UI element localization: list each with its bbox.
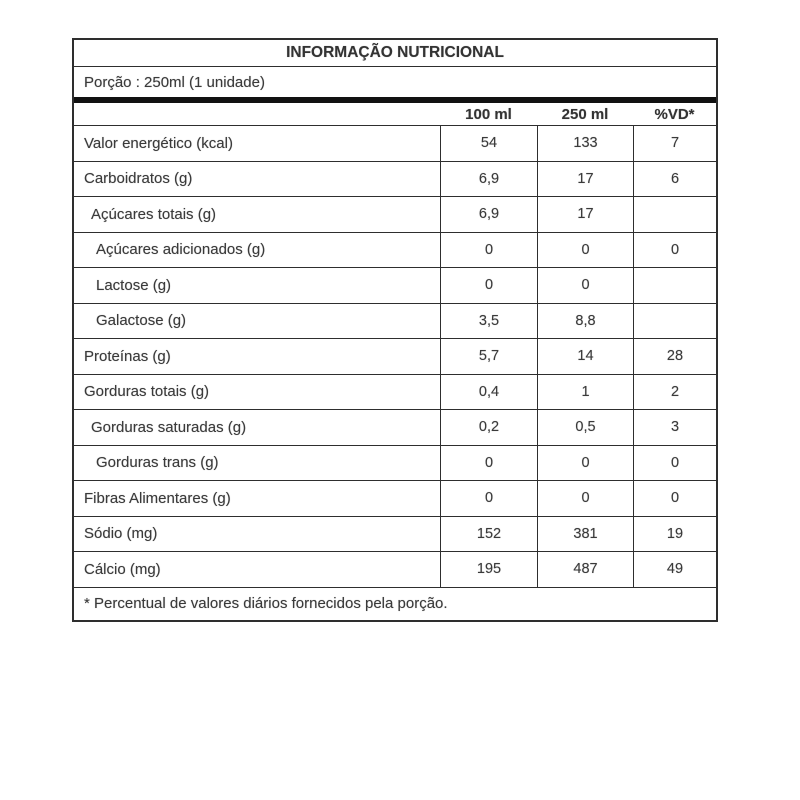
portion-text: Porção : 250ml (1 unidade)	[84, 73, 265, 91]
value-250ml: 17	[537, 197, 633, 232]
nutrient-label: Açúcares totais (g)	[91, 205, 217, 223]
value-100ml: 6,9	[440, 162, 537, 197]
value-vd: 2	[633, 375, 716, 410]
nutrient-label: Carboidratos (g)	[84, 170, 193, 188]
table-row	[74, 339, 716, 375]
value-100ml: 0,2	[440, 410, 537, 445]
value-vd: 0	[633, 481, 716, 516]
header-250ml: 250 ml	[561, 105, 609, 123]
value-100ml: 0,4	[440, 375, 537, 410]
value-vd: 49	[633, 552, 716, 587]
value-100ml: 0	[440, 233, 537, 268]
nutrient-label: Fibras Alimentares (g)	[84, 489, 231, 507]
table-row	[74, 552, 716, 588]
value-250ml: 487	[537, 552, 633, 587]
table-row	[74, 233, 716, 269]
nutrition-table	[72, 38, 718, 622]
value-vd	[633, 304, 716, 339]
column-header-row	[74, 103, 716, 126]
value-250ml: 17	[537, 162, 633, 197]
value-250ml: 8,8	[537, 304, 633, 339]
portion-row	[74, 67, 716, 97]
value-100ml: 152	[440, 517, 537, 552]
value-vd: 0	[633, 233, 716, 268]
table-title-text: INFORMAÇÃO NUTRICIONAL	[286, 44, 504, 61]
value-250ml: 0	[537, 268, 633, 303]
value-250ml: 0	[537, 481, 633, 516]
nutrient-label: Lactose (g)	[96, 276, 172, 294]
value-100ml: 195	[440, 552, 537, 587]
header-spacer	[74, 103, 440, 125]
nutrient-label: Gorduras trans (g)	[96, 454, 219, 472]
value-vd: 28	[633, 339, 716, 374]
footnote-row	[74, 588, 716, 620]
nutrient-label: Proteínas (g)	[84, 347, 171, 365]
value-vd: 7	[633, 126, 716, 161]
table-row	[74, 410, 716, 446]
table-title	[74, 40, 716, 67]
nutrient-label: Cálcio (mg)	[84, 560, 161, 578]
value-250ml: 133	[537, 126, 633, 161]
value-100ml: 0	[440, 268, 537, 303]
nutrient-label: Valor energético (kcal)	[84, 134, 233, 152]
value-100ml: 5,7	[440, 339, 537, 374]
value-vd: 6	[633, 162, 716, 197]
nutrient-label: Galactose (g)	[96, 312, 187, 330]
table-row	[74, 162, 716, 198]
value-250ml: 1	[537, 375, 633, 410]
value-250ml: 0	[537, 233, 633, 268]
value-100ml: 54	[440, 126, 537, 161]
value-100ml: 0	[440, 446, 537, 481]
header-100ml: 100 ml	[465, 105, 512, 123]
value-100ml: 0	[440, 481, 537, 516]
table-row	[74, 375, 716, 411]
footnote-text: * Percentual de valores diários fornecidos pela porção.	[84, 595, 448, 612]
value-vd: 0	[633, 446, 716, 481]
nutrient-label: Gorduras saturadas (g)	[91, 418, 247, 436]
value-vd: 3	[633, 410, 716, 445]
value-250ml: 0	[537, 446, 633, 481]
value-vd	[633, 197, 716, 232]
table-row	[74, 268, 716, 304]
nutrient-label: Sódio (mg)	[84, 525, 158, 543]
header-vd: %VD*	[654, 105, 695, 123]
table-row	[74, 197, 716, 233]
table-row	[74, 126, 716, 162]
nutrient-label: Gorduras totais (g)	[84, 383, 210, 401]
table-row	[74, 446, 716, 482]
value-100ml: 3,5	[440, 304, 537, 339]
value-250ml: 381	[537, 517, 633, 552]
table-row	[74, 481, 716, 517]
nutrient-label: Açúcares adicionados (g)	[96, 241, 266, 259]
value-vd	[633, 268, 716, 303]
table-row	[74, 517, 716, 553]
value-250ml: 14	[537, 339, 633, 374]
value-vd: 19	[633, 517, 716, 552]
table-row	[74, 304, 716, 340]
value-250ml: 0,5	[537, 410, 633, 445]
value-100ml: 6,9	[440, 197, 537, 232]
